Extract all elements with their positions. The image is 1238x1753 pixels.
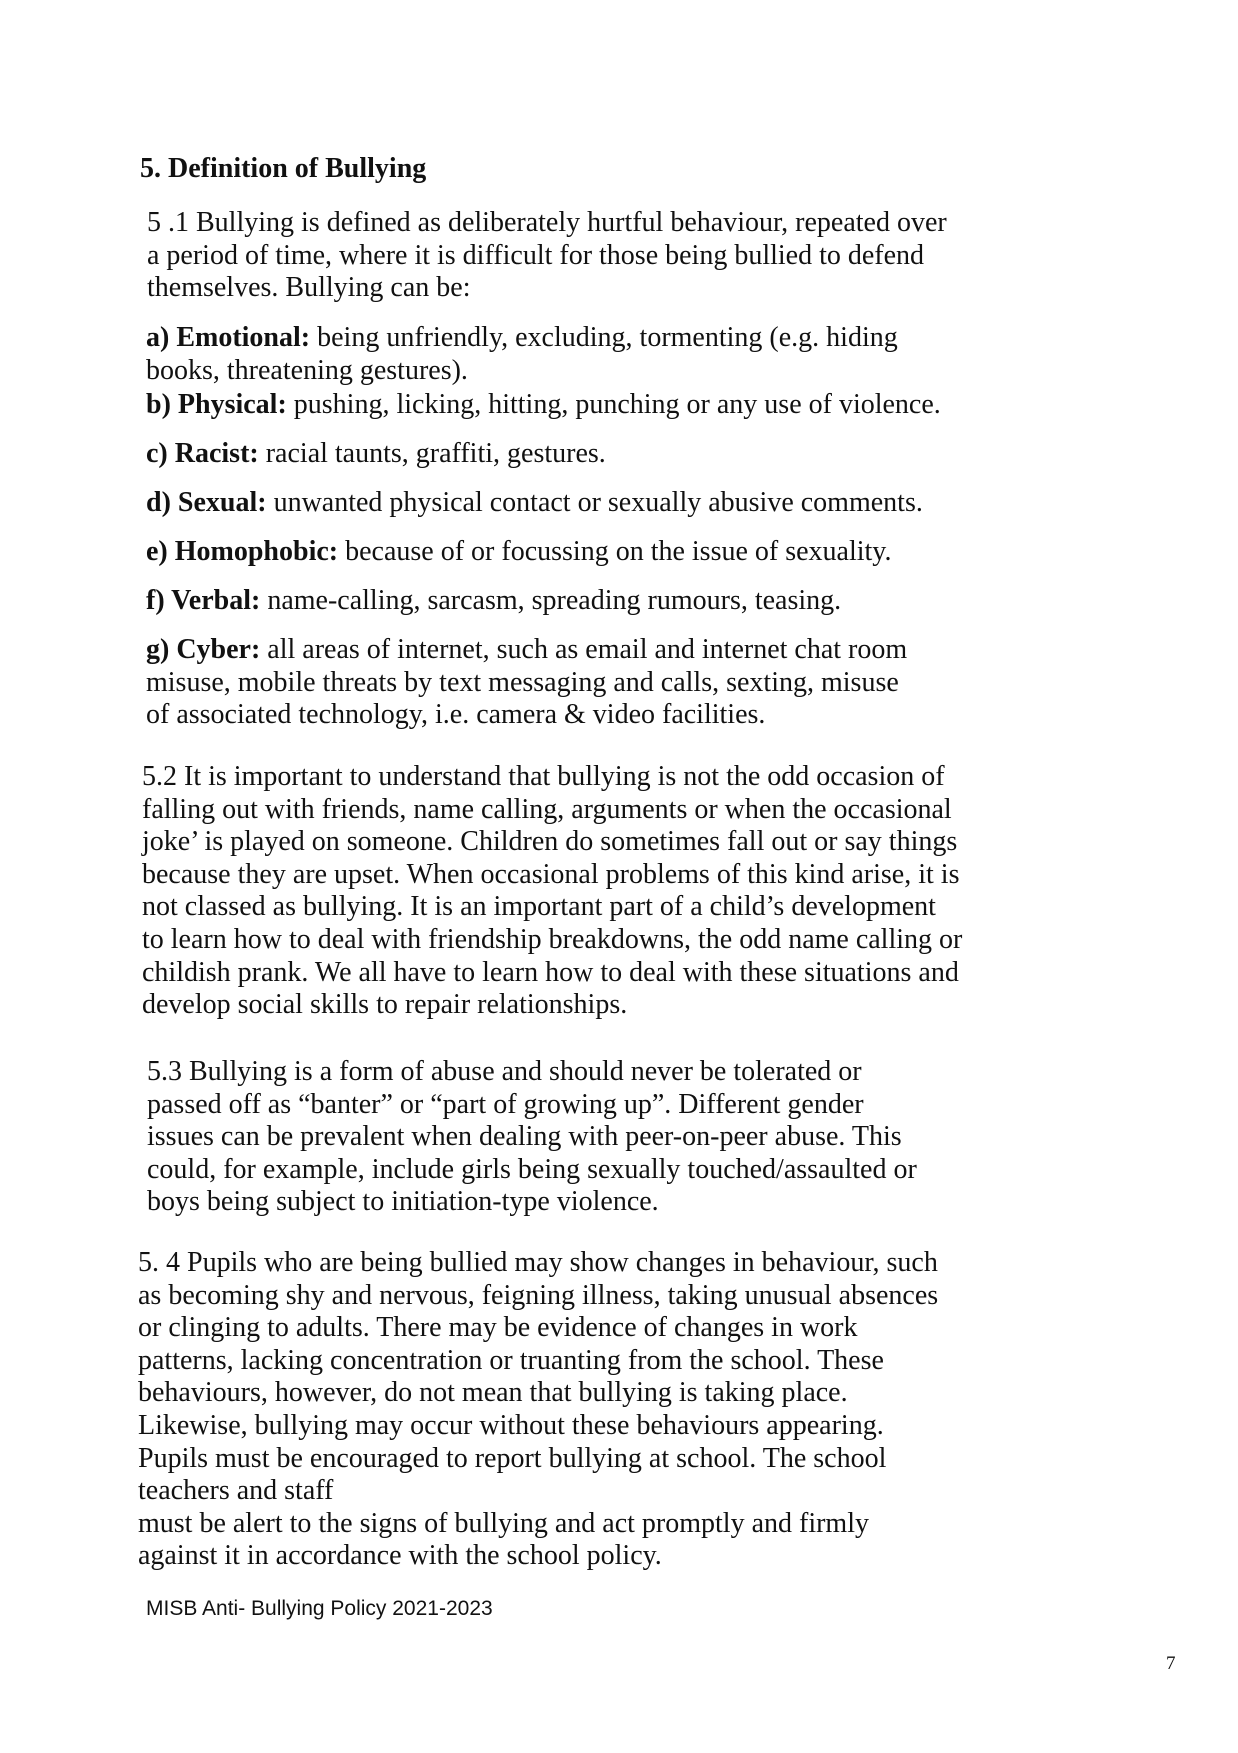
type-label: d) Sexual: <box>146 487 267 518</box>
type-text: all areas of internet, such as email and internet chat room misuse, mobile threats by text messaging and calls, sexting, misuse of associated technology, i.e. camera & video facilities. <box>146 634 908 731</box>
paragraph-5-3: 5.3 Bullying is a form of abuse and should never be tolerated or passed off as “banter” or “part of growing up”. Different gender issues can be prevalent when dealing with peer-on-peer abuse. This could, for example, include girls being sexually touched/assaulted or boys being subject to initiation-type violence. <box>147 1056 917 1218</box>
page-number: 7 <box>1166 1653 1176 1674</box>
bullying-type-cyber <box>146 634 907 732</box>
type-label: a) Emotional: <box>146 322 311 353</box>
type-label: f) Verbal: <box>146 585 261 616</box>
type-text: because of or focussing on the issue of sexuality. <box>338 536 892 567</box>
section-heading: 5. Definition of Bullying <box>140 153 427 184</box>
type-label: g) Cyber: <box>146 634 261 665</box>
bullying-type-sexual <box>146 487 923 520</box>
type-text: name-calling, sarcasm, spreading rumours, teasing. <box>260 585 842 616</box>
paragraph-5-2: 5.2 It is important to understand that bullying is not the odd occasion of falling out with friends, name calling, arguments or when the occasional joke’ is played on someone. Children do sometimes fall out or say things because they are upset. When occasional problems of this kind arise, it is not classed as bullying. It is an important part of a child’s development to learn how to deal with friendship breakdowns, the odd name calling or childish prank. We all have to learn how to deal with these situations and develop social skills to repair relationships. <box>142 761 963 1021</box>
type-text: being unfriendly, excluding, tormenting (e.g. hiding books, threatening gestures). <box>146 322 898 386</box>
type-text: unwanted physical contact or sexually abusive comments. <box>266 487 923 518</box>
type-label: b) Physical: <box>146 389 287 420</box>
paragraph-5-4: 5. 4 Pupils who are being bullied may show changes in behaviour, such as becoming shy and nervous, feigning illness, taking unusual absences or clinging to adults. There may be evidence of changes in work patterns, lacking concentration or truanting from the school. These behaviours, however, do not mean that bullying is taking place. Likewise, bullying may occur without these behaviours appearing. Pupils must be encouraged to report bullying at school. The school teachers and staff must be alert to the signs of bullying and act promptly and firmly against it in accordance with the school policy. <box>138 1247 939 1572</box>
type-text: racial taunts, graffiti, gestures. <box>258 438 606 469</box>
bullying-type-homophobic <box>146 536 892 569</box>
paragraph-5-1: 5 .1 Bullying is defined as deliberately hurtful behaviour, repeated over a period of time, where it is difficult for those being bullied to defend themselves. Bullying can be: <box>147 207 947 304</box>
type-label: c) Racist: <box>146 438 259 469</box>
footer-text: MISB Anti- Bullying Policy 2021-2023 <box>146 1597 493 1620</box>
bullying-type-physical <box>146 389 941 422</box>
bullying-type-racist <box>146 438 606 471</box>
type-label: e) Homophobic: <box>146 536 339 567</box>
bullying-type-verbal <box>146 585 841 618</box>
bullying-type-emotional <box>146 322 898 387</box>
type-text: pushing, licking, hitting, punching or any use of violence. <box>286 389 941 420</box>
